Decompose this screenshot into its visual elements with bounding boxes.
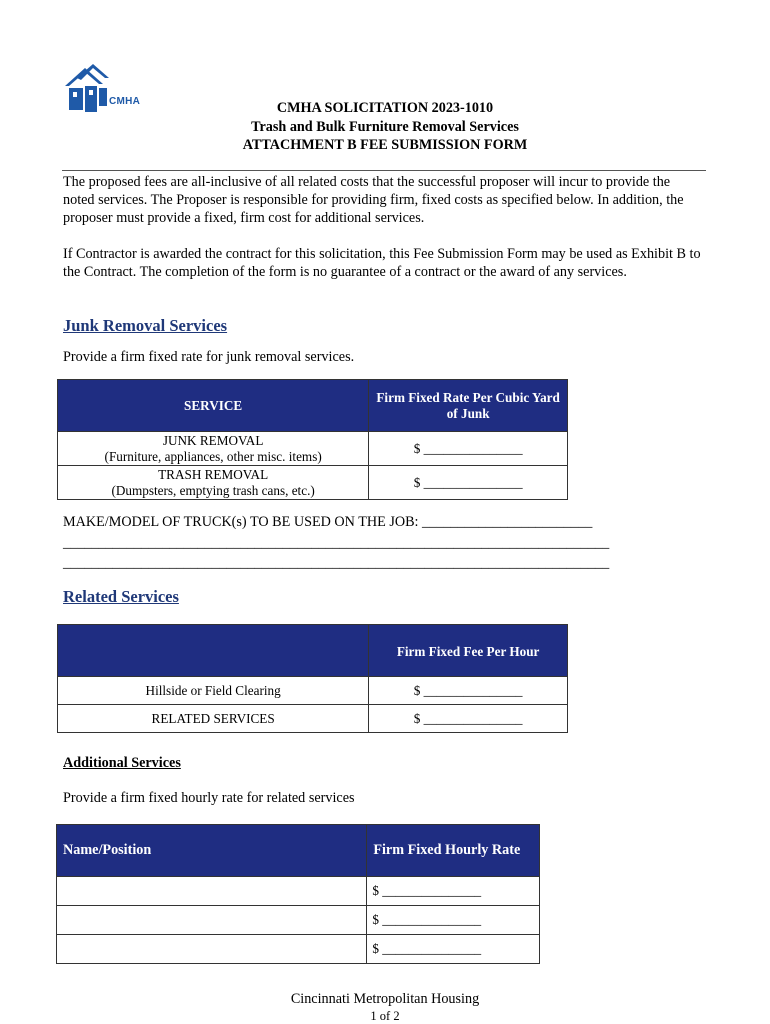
intro-paragraph-2: If Contractor is awarded the contract for this solicitation, this Fee Submission Form may be used as Exhibit B to the Contract. The completion of the form is no guarantee of a contract or the award of any services. (63, 246, 701, 280)
table-header-row (58, 380, 568, 432)
table-row (58, 677, 568, 705)
junk-removal-heading: Junk Removal Services (63, 316, 228, 335)
table-row (58, 466, 568, 500)
related-services-heading: Related Services (63, 587, 179, 606)
attachment-title: ATTACHMENT B FEE SUBMISSION FORM (242, 137, 528, 153)
page-number: 1 of 2 (370, 1009, 400, 1023)
col-hourly-rate-header: Firm Fixed Hourly Rate (367, 825, 540, 877)
hourly-rate-input[interactable]: $ _______________ (367, 906, 540, 935)
col-name-header: Name/Position (57, 825, 367, 877)
table-row (58, 432, 568, 466)
service-name: TRASH REMOVAL (158, 466, 269, 482)
related-services-table (57, 624, 568, 733)
service-cell (58, 432, 369, 466)
service-name: Hillside or Field Clearing (58, 677, 369, 705)
additional-services-instruction: Provide a firm fixed hourly rate for related services (63, 790, 355, 806)
hourly-rate-input[interactable]: $ _______________ (367, 877, 540, 906)
table-row (57, 935, 540, 964)
junk-removal-table (57, 379, 568, 500)
name-position-input[interactable] (57, 906, 367, 935)
service-name: JUNK REMOVAL (162, 432, 264, 448)
junk-removal-instruction: Provide a firm fixed rate for junk removal services. (63, 349, 355, 365)
table-header-row (57, 825, 540, 877)
rate-input-field[interactable]: $ _______________ (369, 466, 568, 500)
header-divider (62, 170, 706, 171)
col-service-header: SERVICE (58, 380, 369, 432)
truck-model-line-3[interactable]: _____________________________________________________________________________ (63, 555, 610, 571)
table-header-row (58, 625, 568, 677)
footer-organization: Cincinnati Metropolitan Housing (290, 991, 480, 1007)
col-fee-header: Firm Fixed Fee Per Hour (369, 625, 568, 677)
truck-model-line-2[interactable]: _____________________________________________________________________________ (63, 535, 610, 551)
service-detail: (Dumpsters, emptying trash cans, etc.) (111, 482, 315, 498)
table-row (57, 906, 540, 935)
truck-model-field[interactable]: MAKE/MODEL OF TRUCK(s) TO BE USED ON THE JOB: ________________________ (63, 514, 593, 530)
service-detail: (Furniture, appliances, other misc. items) (104, 448, 322, 464)
additional-services-heading: Additional Services (63, 755, 181, 771)
rate-input-field[interactable]: $ _______________ (369, 705, 568, 733)
logo-wordmark: CMHA (109, 96, 141, 107)
col-rate-header: Firm Fixed Rate Per Cubic Yard of Junk (369, 380, 568, 432)
service-name: RELATED SERVICES (58, 705, 369, 733)
solicitation-subtitle: Trash and Bulk Furniture Removal Services (251, 119, 519, 135)
col-service-header (58, 625, 369, 677)
name-position-input[interactable] (57, 935, 367, 964)
table-row (58, 705, 568, 733)
additional-services-table (56, 824, 540, 964)
rate-input-field[interactable]: $ _______________ (369, 432, 568, 466)
solicitation-title: CMHA SOLICITATION 2023-1010 (276, 100, 494, 116)
name-position-input[interactable] (57, 877, 367, 906)
service-cell (58, 466, 369, 500)
rate-input-field[interactable]: $ _______________ (369, 677, 568, 705)
intro-paragraph-1: The proposed fees are all-inclusive of all related costs that the successful proposer will incur to provide the noted services. The Proposer is responsible for providing firm, fixed costs as specified below. In addition, the proposer must provide a fixed, firm cost for additional services. (63, 174, 684, 226)
table-row (57, 877, 540, 906)
hourly-rate-input[interactable]: $ _______________ (367, 935, 540, 964)
